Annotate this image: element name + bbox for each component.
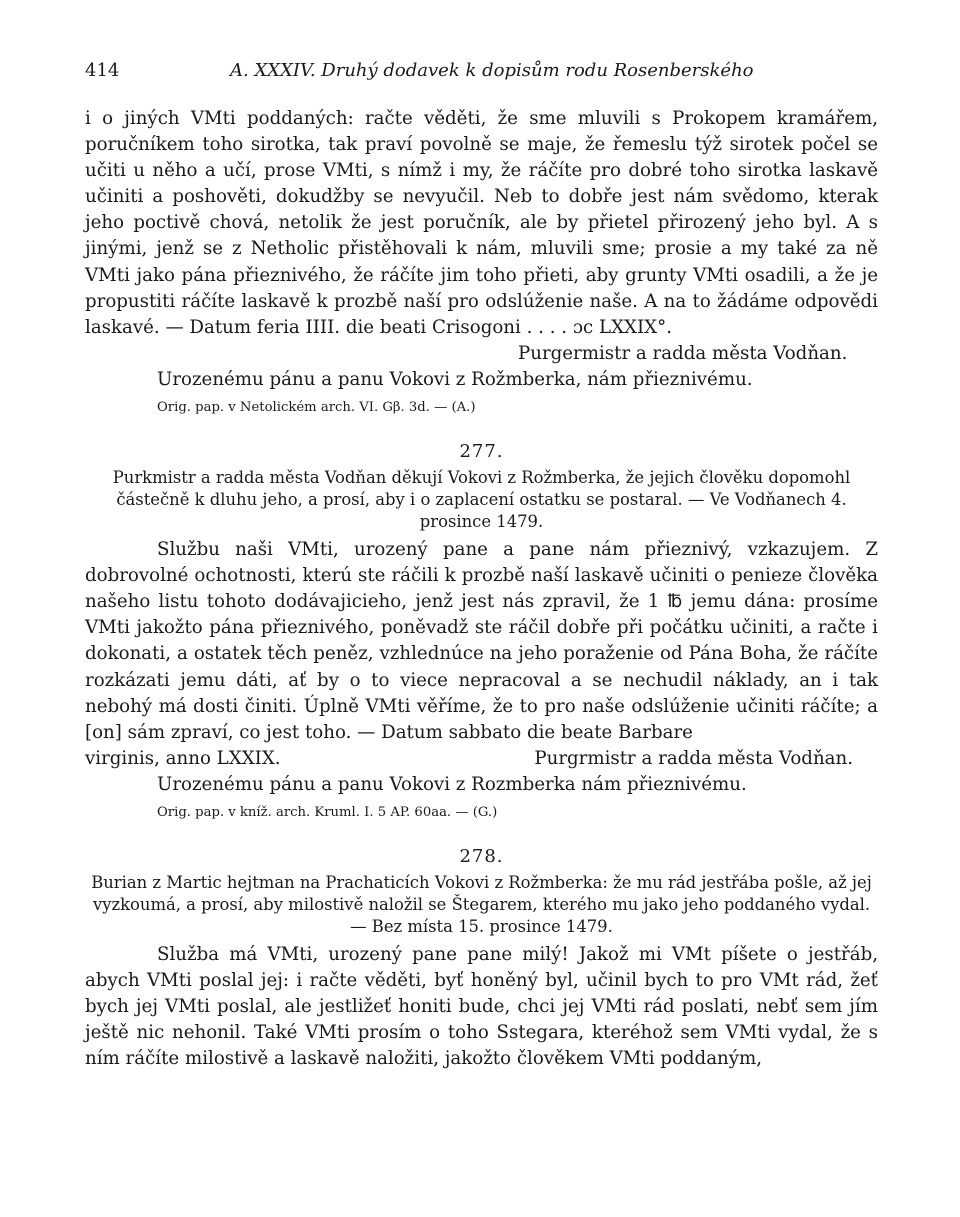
page-body: [85, 106, 878, 1072]
dateline-row: [85, 746, 878, 772]
letter-text: Služba má VMti, urozený pane pane milý! Jakož mi VMt píšete o jestřáb, abych VMti poslal jej: i račte věděti, byť honěný byl, učinil bych to pro VMt rád, žeť bych jej VMti poslal, ale jestližeť honiti bude, chci jej VMti rád poslati, nebť sem jím ještě nic nehonil. Také VMti prosím o toho Sstegara, kteréhož sem VMti vydal, že s ním ráčíte milostivě a laskavě naložiti, jakožto člověkem VMti poddaným,: [85, 943, 878, 1070]
letter-276-continuation: [85, 106, 878, 421]
letter-summary: Purkmistr a radda města Vodňan děkují Vokovi z Rožmberka, že jejich člověku dopomohl částečně k dluhu jeho, a prosí, aby i o zaplacení ostatku se postaral. — Ve Vodňanech 4. prosince 1479.: [112, 468, 851, 532]
letter-text: i o jiných VMti poddaných: račte věděti, že sme mluvili s Prokopem kramářem, poručníkem toho sirotka, tak praví povolně se maje, že řemeslu týž sirotek počel se učiti u něho a učí, prose VMti, s nímž i my, že ráčíte pro dobré toho sirotka laskavě učiniti a poshověti, dokudžby se nevyučil. Neb to dobře jest nám svědomo, kterak jeho poctivě chová, netolik že jest poručník, ale by přietel přirozený jeho byl. A s jinými, jenž se z Netholic přistěhovali k nám, mluvili sme; prosie a my také za ně VMti jako pána přieznivého, že ráčíte jim toho přieti, aby grunty VMti osadili, a že je propustiti ráčíte laskavě k prozbě naší pro odslúženie naše. A na to žádáme odpovědi laskavé. — Datum feria IIII. die beati Crisogoni . . . . ɔc LXXIX°.: [85, 108, 878, 338]
page-number: 414: [85, 60, 120, 81]
letter-address: Urozenému pánu a panu Vokovi z Rozmberka nám přieznivému.: [157, 773, 747, 795]
source-note: Orig. pap. v Netolickém arch. VI. Gβ. 3d. — (A.): [157, 400, 476, 416]
letter-278: [85, 844, 878, 1072]
letter-number: 278.: [459, 845, 504, 867]
book-page: [85, 0, 878, 1217]
running-header: [85, 60, 878, 86]
letter-number: 277.: [459, 441, 504, 463]
dateline-end: virginis, anno LXXIX.: [85, 747, 281, 769]
letter-signature: Purgrmistr a radda města Vodňan.: [534, 747, 853, 769]
letter-summary: Burian z Martic hejtman na Prachaticích Vokovi z Rožmberka: že mu rád jestřába pošle, až jej vyzkoumá, a prosí, aby milostivě naložil se Štegarem, kterého mu jako jeho poddaného vydal. — Bez místa 15. prosince 1479.: [91, 872, 872, 936]
letter-address: Urozenému pánu a panu Vokovi z Rožmberka, nám přieznivému.: [157, 368, 753, 390]
letter-signature: Purgermistr a radda města Vodňan.: [518, 342, 848, 364]
running-title: A. XXXIV. Druhý dodavek k dopisům rodu Rosenberského: [230, 60, 754, 81]
letter-text: Službu naši VMti, urozený pane a pane nám přieznivý, vzkazujem. Z dobrovolné ochotnosti, kterú ste ráčili k prozbě naší laskavě učiniti o penieze člověka našeho listu tohoto dodávajicieho, jenž jest nás zpravil, že 1 ℔ jemu dána: prosíme VMti jakožto pána přieznivého, poněvadž ste ráčil dobře při počátku učiniti, a račte i dokonati, a ostatek těch peněz, vzhlednúce na jeho poraženie od Pána Boha, že ráčíte rozkázati jemu dáti, ať by o to viece nepracoval a se nechudil náklady, an i tak nebohý má dosti činiti. Úplně VMti věříme, že to pro naše odslúženie učiniti ráčíte; a [on] sám zpraví, co jest toho. — Datum sabbato die beate Barbare: [85, 539, 878, 743]
letter-277: [85, 439, 878, 826]
source-note: Orig. pap. v kníž. arch. Kruml. I. 5 AP. 60aa. — (G.): [157, 804, 498, 820]
